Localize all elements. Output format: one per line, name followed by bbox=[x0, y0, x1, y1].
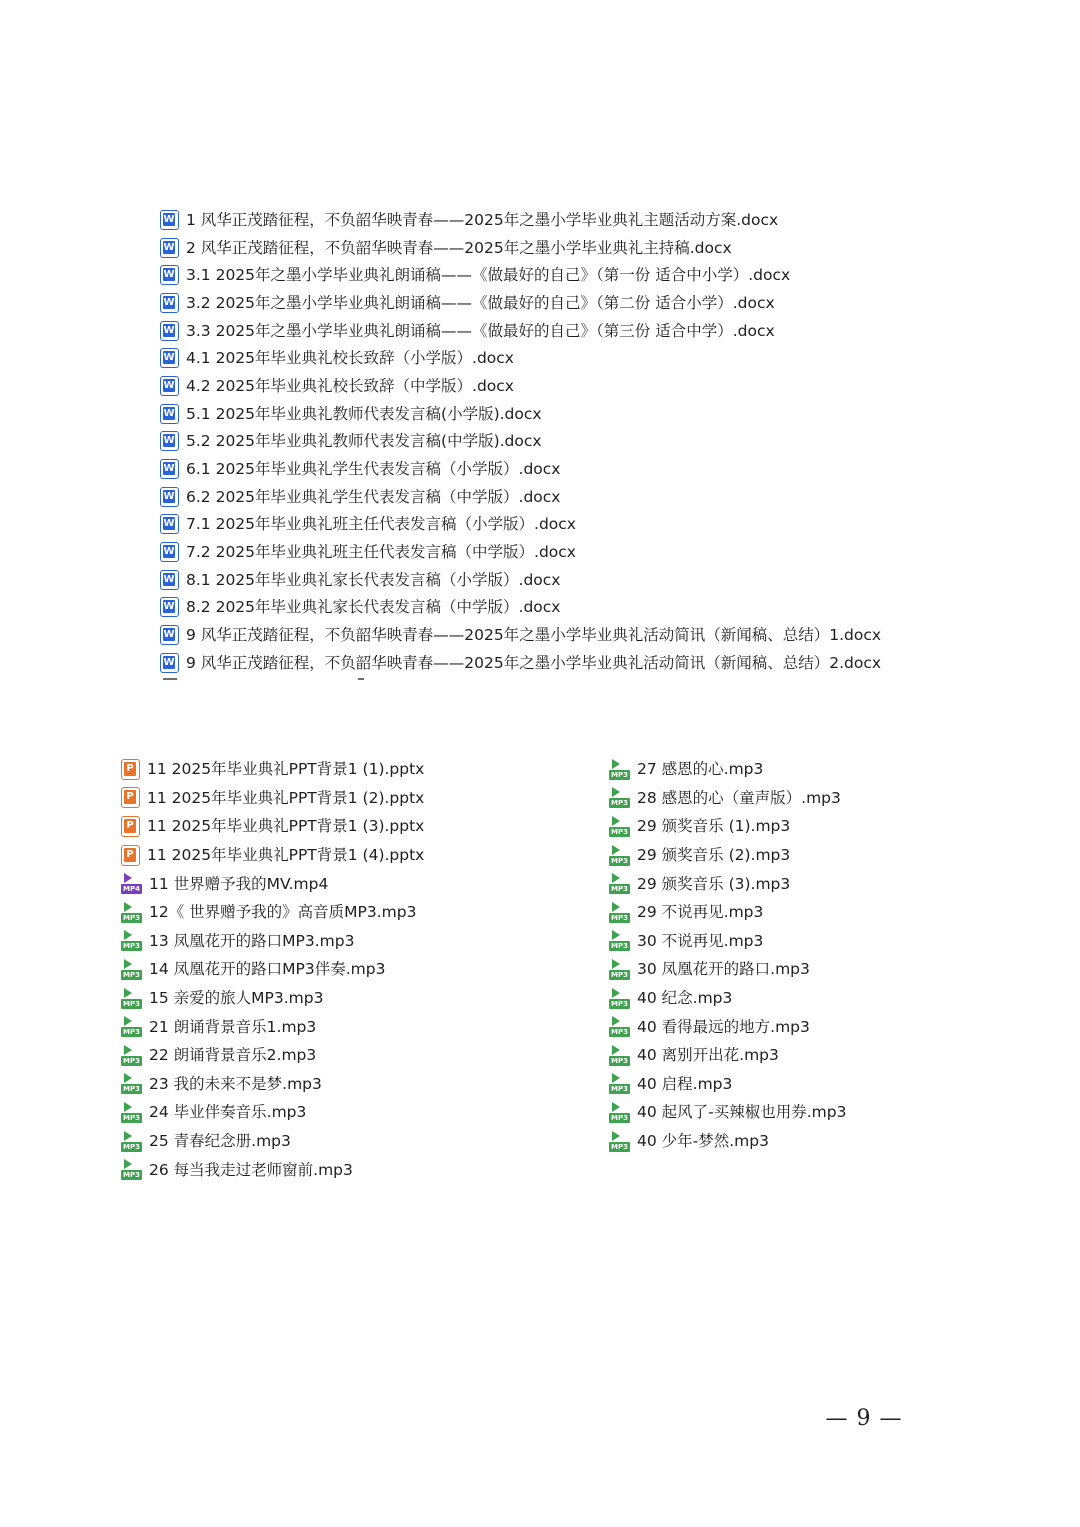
file-item[interactable] bbox=[160, 317, 881, 345]
file-name: 8.1 2025年毕业典礼家长代表发言稿（小学版）.docx bbox=[186, 570, 561, 589]
file-name: 22 朗诵背景音乐2.mp3 bbox=[149, 1046, 317, 1065]
file-item[interactable] bbox=[160, 455, 881, 483]
file-name: 11 2025年毕业典礼PPT背景1 (2).pptx bbox=[147, 788, 425, 807]
mp3-icon bbox=[609, 845, 630, 866]
word-icon bbox=[160, 542, 179, 562]
file-item[interactable] bbox=[121, 755, 424, 784]
mp3-icon bbox=[121, 1073, 142, 1094]
file-name: 15 亲爱的旅人MP3.mp3 bbox=[149, 989, 324, 1008]
mp3-icon bbox=[609, 930, 630, 951]
word-icon bbox=[160, 293, 179, 313]
file-name: 3.1 2025年之墨小学毕业典礼朗诵稿——《做最好的自己》（第一份 适合中小学）.docx bbox=[186, 266, 791, 285]
word-icon bbox=[160, 404, 179, 424]
file-item[interactable] bbox=[609, 755, 846, 784]
file-name: 27 感恩的心.mp3 bbox=[637, 760, 764, 779]
file-name: 29 颁奖音乐 (3).mp3 bbox=[637, 874, 791, 893]
file-item[interactable] bbox=[609, 955, 846, 984]
file-item[interactable] bbox=[160, 234, 881, 262]
file-item[interactable] bbox=[609, 1012, 846, 1041]
media-file-list-left bbox=[121, 755, 424, 1184]
file-name: 4.1 2025年毕业典礼校长致辞（小学版）.docx bbox=[186, 349, 514, 368]
mp3-icon bbox=[609, 1016, 630, 1037]
mp3-icon bbox=[609, 759, 630, 780]
file-item[interactable] bbox=[160, 538, 881, 566]
file-item[interactable] bbox=[160, 261, 881, 289]
mp4-icon bbox=[121, 873, 142, 894]
file-item[interactable] bbox=[121, 812, 424, 841]
file-name: 29 不说再见.mp3 bbox=[637, 903, 764, 922]
mp3-icon bbox=[609, 873, 630, 894]
file-name: 11 世界赠予我的MV.mp4 bbox=[149, 874, 329, 893]
file-item[interactable] bbox=[121, 869, 424, 898]
file-item[interactable] bbox=[121, 1041, 424, 1070]
file-name: 8.2 2025年毕业典礼家长代表发言稿（中学版）.docx bbox=[186, 598, 561, 617]
ppt-icon bbox=[121, 787, 140, 808]
file-name: 7.1 2025年毕业典礼班主任代表发言稿（小学版）.docx bbox=[186, 515, 576, 534]
file-item[interactable] bbox=[160, 566, 881, 594]
cropped-row-remnant bbox=[160, 676, 370, 682]
file-name: 13 凤凰花开的路口MP3.mp3 bbox=[149, 931, 355, 950]
mp3-icon bbox=[609, 1102, 630, 1123]
file-name: 6.1 2025年毕业典礼学生代表发言稿（小学版）.docx bbox=[186, 460, 561, 479]
mp3-icon bbox=[121, 1159, 142, 1180]
file-name: 4.2 2025年毕业典礼校长致辞（中学版）.docx bbox=[186, 376, 514, 395]
file-item[interactable] bbox=[609, 1041, 846, 1070]
word-icon bbox=[160, 376, 179, 396]
file-name: 5.2 2025年毕业典礼教师代表发言稿(中学版).docx bbox=[186, 432, 542, 451]
mp3-icon bbox=[609, 816, 630, 837]
file-item[interactable] bbox=[160, 400, 881, 428]
file-item[interactable] bbox=[121, 927, 424, 956]
mp3-icon bbox=[121, 1131, 142, 1152]
word-icon bbox=[160, 238, 179, 258]
file-name: 6.2 2025年毕业典礼学生代表发言稿（中学版）.docx bbox=[186, 487, 561, 506]
mp3-icon bbox=[121, 930, 142, 951]
file-name: 23 我的未来不是梦.mp3 bbox=[149, 1074, 322, 1093]
file-name: 40 起风了-买辣椒也用券.mp3 bbox=[637, 1103, 847, 1122]
file-item[interactable] bbox=[160, 206, 881, 234]
file-item[interactable] bbox=[121, 984, 424, 1013]
file-name: 24 毕业伴奏音乐.mp3 bbox=[149, 1103, 307, 1122]
ppt-icon bbox=[121, 816, 140, 837]
word-icon bbox=[160, 321, 179, 341]
file-item[interactable] bbox=[609, 841, 846, 870]
mp3-icon bbox=[609, 1131, 630, 1152]
file-item[interactable] bbox=[160, 372, 881, 400]
file-item[interactable] bbox=[121, 1098, 424, 1127]
mp3-icon bbox=[121, 902, 142, 923]
word-icon bbox=[160, 625, 179, 645]
file-item[interactable] bbox=[609, 927, 846, 956]
file-name: 7.2 2025年毕业典礼班主任代表发言稿（中学版）.docx bbox=[186, 543, 576, 562]
file-item[interactable] bbox=[609, 869, 846, 898]
file-item[interactable] bbox=[121, 898, 424, 927]
mp3-icon bbox=[121, 1016, 142, 1037]
file-name: 26 每当我走过老师窗前.mp3 bbox=[149, 1160, 353, 1179]
mp3-icon bbox=[609, 959, 630, 980]
mp3-icon bbox=[121, 988, 142, 1009]
file-name: 40 纪念.mp3 bbox=[637, 989, 733, 1008]
file-item[interactable] bbox=[121, 1127, 424, 1156]
file-name: 25 青春纪念册.mp3 bbox=[149, 1132, 291, 1151]
file-item[interactable] bbox=[160, 289, 881, 317]
file-name: 40 看得最远的地方.mp3 bbox=[637, 1017, 810, 1036]
file-name: 2 风华正茂踏征程，不负韶华映青春——2025年之墨小学毕业典礼主持稿.docx bbox=[186, 238, 732, 257]
file-name: 30 凤凰花开的路口.mp3 bbox=[637, 960, 810, 979]
page-number: — 9 — bbox=[825, 1406, 903, 1431]
file-name: 11 2025年毕业典礼PPT背景1 (1).pptx bbox=[147, 760, 425, 779]
file-name: 12《 世界赠予我的》高音质MP3.mp3 bbox=[149, 903, 417, 922]
file-name: 3.3 2025年之墨小学毕业典礼朗诵稿——《做最好的自己》（第三份 适合中学）.docx bbox=[186, 321, 775, 340]
ppt-icon bbox=[121, 759, 140, 780]
file-name: 9 风华正茂踏征程，不负韶华映青春——2025年之墨小学毕业典礼活动简讯（新闻稿、总结）2.docx bbox=[186, 653, 882, 672]
file-item[interactable] bbox=[609, 784, 846, 813]
file-item[interactable] bbox=[121, 1012, 424, 1041]
file-name: 5.1 2025年毕业典礼教师代表发言稿(小学版).docx bbox=[186, 404, 542, 423]
mp3-icon bbox=[121, 1045, 142, 1066]
file-item[interactable] bbox=[121, 1070, 424, 1099]
word-icon bbox=[160, 487, 179, 507]
file-name: 1 风华正茂踏征程，不负韶华映青春——2025年之墨小学毕业典礼主题活动方案.docx bbox=[186, 210, 779, 229]
word-icon bbox=[160, 210, 179, 230]
file-item[interactable] bbox=[160, 594, 881, 622]
file-name: 11 2025年毕业典礼PPT背景1 (3).pptx bbox=[147, 817, 425, 836]
file-item[interactable] bbox=[609, 984, 846, 1013]
docx-file-list bbox=[160, 206, 881, 677]
file-name: 30 不说再见.mp3 bbox=[637, 931, 764, 950]
file-item[interactable] bbox=[160, 621, 881, 649]
mp3-icon bbox=[121, 959, 142, 980]
mp3-icon bbox=[121, 1102, 142, 1123]
word-icon bbox=[160, 459, 179, 479]
mp3-icon bbox=[609, 1045, 630, 1066]
file-item[interactable] bbox=[160, 344, 881, 372]
word-icon bbox=[160, 265, 179, 285]
file-name: 40 离别开出花.mp3 bbox=[637, 1046, 779, 1065]
file-name: 40 少年-梦然.mp3 bbox=[637, 1132, 769, 1151]
mp3-icon bbox=[609, 902, 630, 923]
word-icon bbox=[160, 653, 179, 673]
word-icon bbox=[160, 514, 179, 534]
ppt-icon bbox=[121, 845, 140, 866]
file-item[interactable] bbox=[160, 649, 881, 677]
file-item[interactable] bbox=[609, 898, 846, 927]
file-name: 3.2 2025年之墨小学毕业典礼朗诵稿——《做最好的自己》（第二份 适合小学）.docx bbox=[186, 293, 775, 312]
file-item[interactable] bbox=[121, 784, 424, 813]
file-name: 29 颁奖音乐 (2).mp3 bbox=[637, 846, 791, 865]
file-item[interactable] bbox=[121, 1155, 424, 1184]
file-item[interactable] bbox=[160, 428, 881, 456]
media-file-list-right bbox=[609, 755, 846, 1155]
word-icon bbox=[160, 431, 179, 451]
word-icon bbox=[160, 348, 179, 368]
file-name: 40 启程.mp3 bbox=[637, 1074, 733, 1093]
file-name: 28 感恩的心（童声版）.mp3 bbox=[637, 788, 841, 807]
mp3-icon bbox=[609, 1073, 630, 1094]
file-item[interactable] bbox=[121, 841, 424, 870]
file-item[interactable] bbox=[609, 812, 846, 841]
file-item[interactable] bbox=[609, 1098, 846, 1127]
file-item[interactable] bbox=[609, 1127, 846, 1156]
file-item[interactable] bbox=[160, 511, 881, 539]
word-icon bbox=[160, 570, 179, 590]
file-name: 14 凤凰花开的路口MP3伴奏.mp3 bbox=[149, 960, 386, 979]
file-name: 11 2025年毕业典礼PPT背景1 (4).pptx bbox=[147, 846, 425, 865]
file-item[interactable] bbox=[121, 955, 424, 984]
mp3-icon bbox=[609, 787, 630, 808]
file-name: 21 朗诵背景音乐1.mp3 bbox=[149, 1017, 317, 1036]
file-item[interactable] bbox=[609, 1070, 846, 1099]
mp3-icon bbox=[609, 988, 630, 1009]
file-name: 29 颁奖音乐 (1).mp3 bbox=[637, 817, 791, 836]
word-icon bbox=[160, 597, 179, 617]
file-item[interactable] bbox=[160, 483, 881, 511]
file-name: 9 风华正茂踏征程，不负韶华映青春——2025年之墨小学毕业典礼活动简讯（新闻稿、总结）1.docx bbox=[186, 626, 882, 645]
